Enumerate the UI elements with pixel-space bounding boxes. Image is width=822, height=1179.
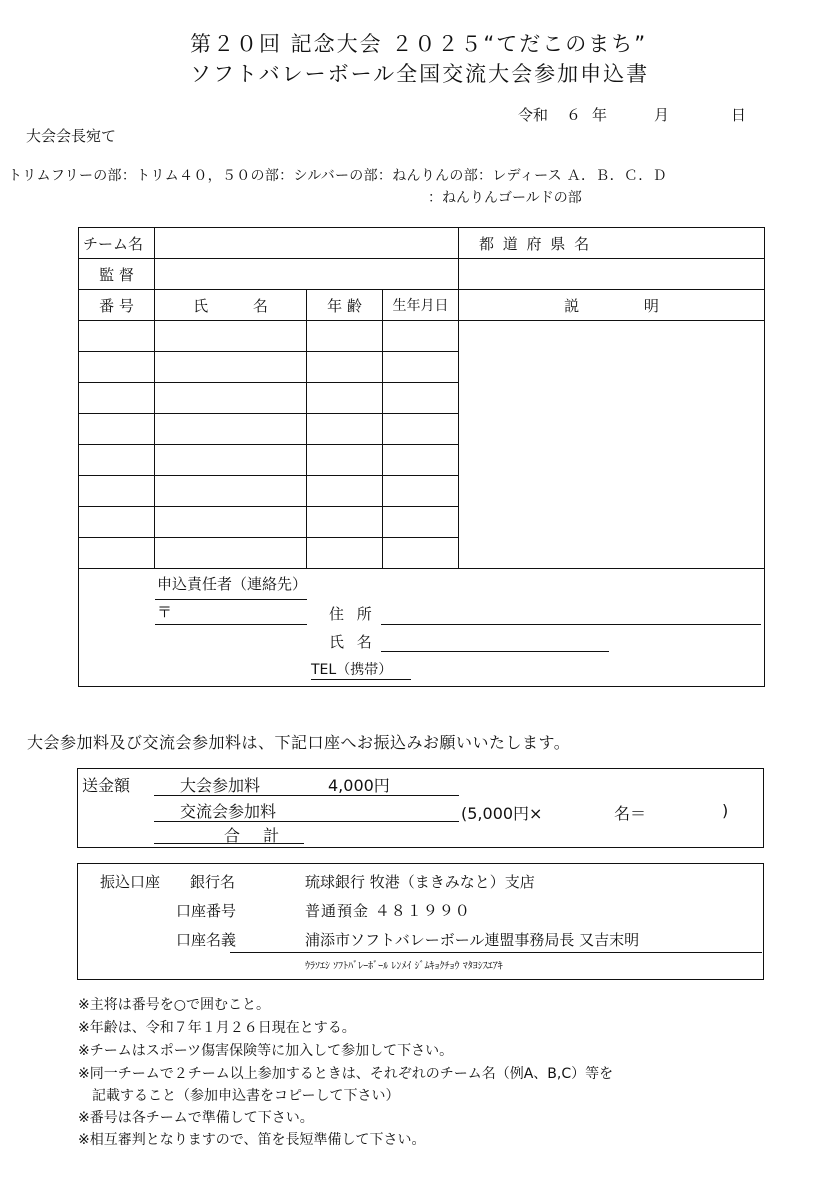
tel-field[interactable] — [311, 679, 411, 680]
number-value: 普通預金 ４８１９９０ — [305, 902, 471, 920]
applicant-label: 申込責任者（連絡先） — [157, 575, 308, 593]
age-cell[interactable] — [307, 507, 383, 538]
birth-cell[interactable] — [383, 414, 459, 445]
team-name-label: チーム名 — [79, 228, 155, 259]
roster-table — [78, 227, 765, 687]
postal-mark: 〒 — [157, 603, 173, 621]
header-number: 番 号 — [79, 290, 155, 321]
person-name-label: 氏 名 — [329, 633, 372, 651]
age-cell[interactable] — [307, 321, 383, 352]
birth-cell[interactable] — [383, 507, 459, 538]
number-cell[interactable] — [79, 383, 155, 414]
close-paren: ) — [722, 801, 729, 820]
number-cell[interactable] — [79, 476, 155, 507]
holder-kana: ｳﾗｿｴｼ ｿﾌﾄﾊﾞﾚｰﾎﾞｰﾙ ﾚﾝﾒｲ ｼﾞﾑｷｮｸﾁｮｳ ﾏﾀﾖｼｽｴｱｷ — [305, 961, 503, 972]
address-label: 住 所 — [329, 605, 372, 623]
coach-field[interactable] — [155, 259, 459, 290]
prefecture-field[interactable] — [459, 259, 765, 290]
name-cell[interactable] — [155, 352, 307, 383]
note: 記載すること（参加申込書をコピーして下さい） — [78, 1088, 400, 1104]
header-birth: 生年月日 — [383, 290, 459, 321]
age-cell[interactable] — [307, 445, 383, 476]
bank-box — [77, 863, 764, 980]
name-cell[interactable] — [155, 383, 307, 414]
number-cell[interactable] — [79, 507, 155, 538]
fee-label: 大会参加料 — [180, 776, 261, 795]
remit-box — [77, 768, 764, 848]
name-cell[interactable] — [155, 414, 307, 445]
tel-label: TEL（携帯） — [311, 662, 393, 678]
note: ※チームはスポーツ傷害保険等に加入して参加して下さい。 — [78, 1043, 454, 1059]
age-cell[interactable] — [307, 352, 383, 383]
year: ６ — [566, 106, 582, 124]
addressee: 大会会長宛て — [26, 127, 117, 145]
number-cell[interactable] — [79, 445, 155, 476]
year-unit: 年 — [592, 106, 608, 124]
divisions-line2: ：ねんりんゴールドの部 — [428, 190, 582, 206]
header-age: 年 齢 — [307, 290, 383, 321]
header-name: 氏 名 — [155, 290, 307, 321]
header-row — [79, 290, 765, 321]
divisions-line1: トリムフリーの部：トリム４０，５０の部：シルバーの部：ねんりんの部：レディース Ａ．Ｂ．Ｃ．Ｄ — [8, 168, 667, 184]
name-cell[interactable] — [155, 321, 307, 352]
note: ※年齢は、令和７年１月２６日現在とする。 — [78, 1020, 356, 1036]
name-cell[interactable] — [155, 538, 307, 569]
header-description: 説 明 — [459, 290, 765, 321]
name-cell[interactable] — [155, 507, 307, 538]
person-name-field[interactable] — [381, 651, 609, 652]
name-cell[interactable] — [155, 445, 307, 476]
birth-cell[interactable] — [383, 352, 459, 383]
team-name-field[interactable] — [155, 228, 459, 259]
age-cell[interactable] — [307, 538, 383, 569]
postal-field[interactable] — [155, 624, 307, 625]
team-name-row — [79, 228, 765, 259]
holder-label: 口座名義 — [176, 931, 237, 949]
transfer-label: 振込口座 — [100, 873, 161, 891]
party-rule — [154, 821, 459, 822]
number-cell[interactable] — [79, 414, 155, 445]
total-label: 合 計 — [224, 826, 280, 845]
payment-note: 大会参加料及び交流会参加料は、下記口座へお振込みお願いいたします。 — [27, 733, 571, 752]
holder-value: 浦添市ソフトバレーボール連盟事務局長 又吉末明 — [305, 931, 640, 949]
applicant-cell — [79, 569, 765, 687]
birth-cell[interactable] — [383, 538, 459, 569]
prefecture-label: 都 道 府 県 名 — [459, 228, 765, 259]
player-row — [79, 321, 765, 352]
total-rule — [154, 843, 304, 844]
description-cell[interactable] — [459, 321, 765, 569]
coach-label: 監 督 — [79, 259, 155, 290]
bank-label: 銀行名 — [190, 873, 236, 891]
day-unit: 日 — [731, 106, 747, 124]
month-unit: 月 — [654, 106, 670, 124]
number-cell[interactable] — [79, 352, 155, 383]
birth-cell[interactable] — [383, 445, 459, 476]
number-label: 口座番号 — [176, 902, 237, 920]
age-cell[interactable] — [307, 383, 383, 414]
party-label: 交流会参加料 — [180, 802, 277, 821]
birth-cell[interactable] — [383, 383, 459, 414]
note: ※同一チームで２チーム以上参加するときは、それぞれのチーム名（例A、B,C）等を — [78, 1066, 614, 1082]
applicant-row — [79, 569, 765, 687]
note: ※主将は番号を○で囲むこと。 — [78, 997, 270, 1013]
number-cell[interactable] — [79, 321, 155, 352]
fee-value: 4,000円 — [328, 776, 390, 795]
bank-value: 琉球銀行 牧港（まきみなと）支店 — [305, 873, 535, 891]
fee-rule — [154, 795, 459, 796]
birth-cell[interactable] — [383, 321, 459, 352]
title-line1: 第２０回 記念大会 ２０２５“てだこのまち” — [190, 32, 648, 56]
holder-rule — [230, 952, 762, 953]
note: ※番号は各チームで準備して下さい。 — [78, 1110, 314, 1126]
note: ※相互審判となりますので、笛を長短準備して下さい。 — [78, 1132, 426, 1148]
persons-label: 名＝ — [614, 804, 647, 823]
name-cell[interactable] — [155, 476, 307, 507]
birth-cell[interactable] — [383, 476, 459, 507]
title-line2: ソフトバレーボール全国交流大会参加申込書 — [190, 62, 650, 86]
address-field[interactable] — [381, 624, 761, 625]
number-cell[interactable] — [79, 538, 155, 569]
remit-label: 送金額 — [82, 776, 131, 795]
era: 令和 — [518, 106, 549, 124]
party-formula: (5,000円× — [461, 804, 543, 823]
coach-row — [79, 259, 765, 290]
age-cell[interactable] — [307, 476, 383, 507]
age-cell[interactable] — [307, 414, 383, 445]
postal-top-rule — [155, 599, 307, 600]
